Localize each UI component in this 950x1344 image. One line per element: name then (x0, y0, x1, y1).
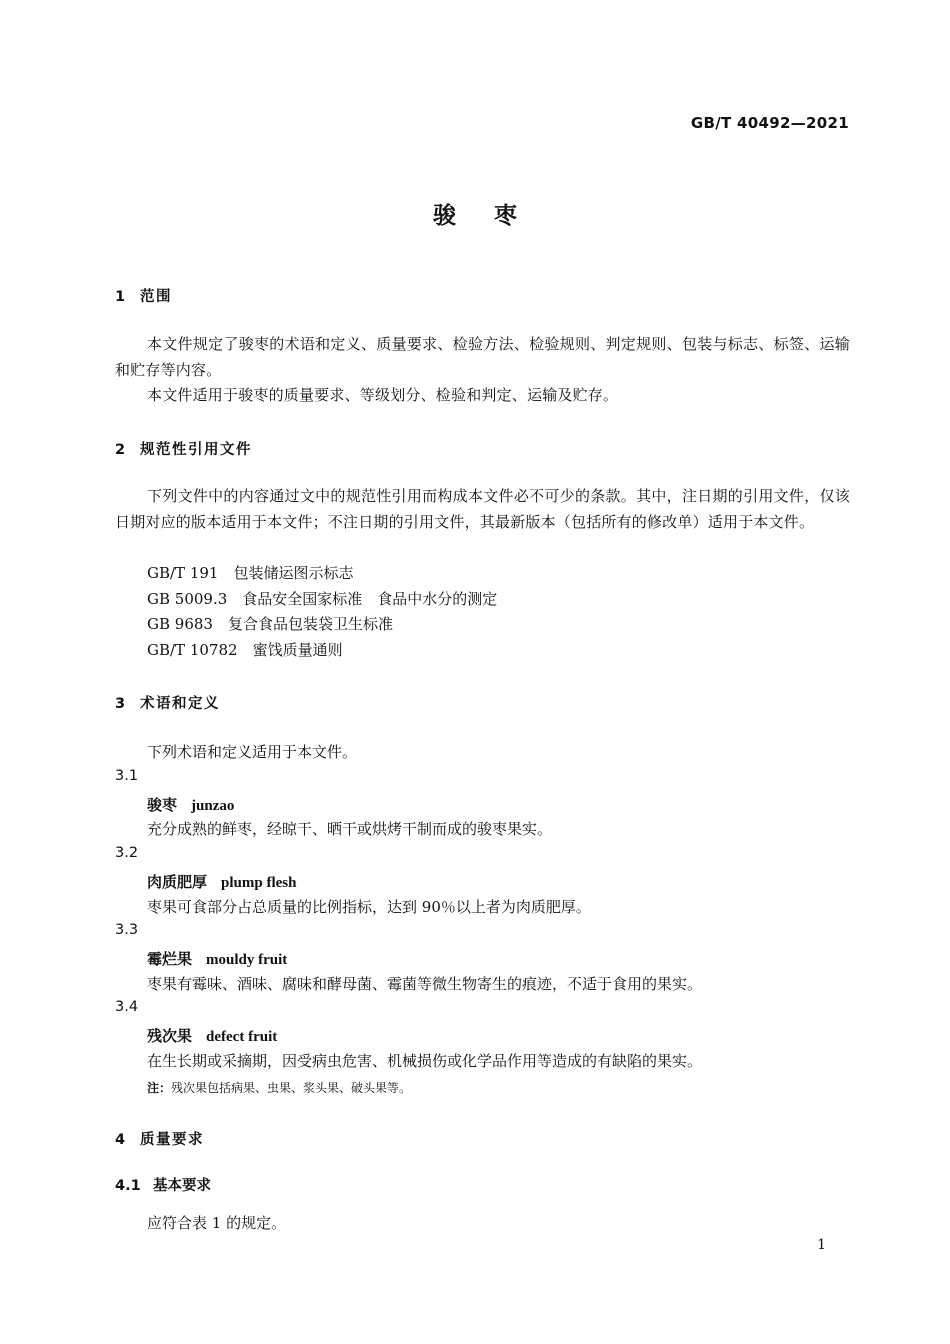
term-zh: 骏枣 (147, 796, 178, 814)
subsection-title: 基本要求 (153, 1178, 211, 1194)
term-en: plump flesh (221, 875, 297, 891)
reference-code: GB 5009.3 (147, 590, 228, 608)
term-zh: 霉烂果 (147, 950, 193, 968)
note-text: 残次果包括病果、虫果、浆头果、破头果等。 (171, 1081, 412, 1095)
standard-number: GB/T 40492—2021 (690, 114, 849, 132)
term-number: 3.3 (115, 922, 139, 938)
reference-title: 食品安全国家标准 (242, 590, 363, 608)
term-entry (147, 794, 234, 815)
subsection-4-1-heading (115, 1174, 211, 1195)
reference-item (147, 562, 353, 583)
term-number: 3.2 (115, 845, 139, 861)
reference-title: 蜜饯质量通则 (252, 641, 343, 659)
section-2-heading (115, 438, 252, 459)
reference-item (147, 588, 497, 609)
reference-title: 复合食品包装袋卫生标准 (227, 615, 393, 633)
section-number: 3 (115, 696, 126, 712)
term-en: junzao (191, 798, 235, 814)
term-definition: 在生长期或采摘期，因受病虫危害、机械损伤或化学品作用等造成的有缺陷的果实。 (147, 1052, 703, 1070)
term-note (147, 1079, 411, 1096)
section-number: 4 (115, 1132, 126, 1148)
section-title: 质量要求 (140, 1132, 204, 1148)
subsection-number: 4.1 (115, 1178, 141, 1194)
term-entry (147, 948, 287, 969)
reference-item (147, 613, 393, 634)
term-definition: 枣果有霉味、酒味、腐味和酵母菌、霉菌等微生物寄生的痕迹，不适于食用的果实。 (147, 975, 703, 993)
term-number: 3.1 (115, 768, 139, 784)
section-1-heading (115, 285, 172, 306)
reference-code: GB/T 10782 (147, 641, 238, 659)
section-3-heading (115, 692, 220, 713)
term-definition: 枣果可食部分占总质量的比例指标，达到 90％以上者为肉质肥厚。 (147, 898, 591, 916)
scope-paragraph-2: 本文件适用于骏枣的质量要求、等级划分、检验和判定、运输及贮存。 (147, 386, 619, 404)
term-zh: 肉质肥厚 (147, 873, 208, 891)
section-title: 术语和定义 (140, 696, 220, 712)
terms-intro: 下列术语和定义适用于本文件。 (147, 743, 358, 761)
note-label: 注： (147, 1081, 172, 1095)
term-definition: 充分成熟的鲜枣，经晾干、晒干或烘烤干制而成的骏枣果实。 (147, 820, 553, 838)
term-number: 3.4 (115, 999, 139, 1015)
reference-code: GB 9683 (147, 615, 213, 633)
document-title: 骏枣 (433, 203, 555, 229)
term-entry (147, 1025, 277, 1046)
term-zh: 残次果 (147, 1027, 193, 1045)
section-4-heading (115, 1128, 204, 1149)
section-number: 2 (115, 442, 126, 458)
section-number: 1 (115, 289, 126, 305)
reference-item (147, 639, 343, 660)
reference-title-2: 食品中水分的测定 (377, 590, 498, 608)
term-en: defect fruit (206, 1029, 278, 1045)
term-entry (147, 871, 296, 892)
reference-title: 包装储运图示标志 (233, 564, 354, 582)
term-en: mouldy fruit (206, 952, 288, 968)
section-title: 规范性引用文件 (140, 442, 252, 458)
reference-code: GB/T 191 (147, 564, 219, 582)
section-title: 范围 (140, 289, 172, 305)
references-intro: 下列文件中的内容通过文中的规范性引用而构成本文件必不可少的条款。其中，注日期的引用文件，仅该日期对应的版本适用于本文件；不注日期的引用文件，其最新版本（包括所有的修改单）适用于本文件。 (115, 487, 850, 531)
basic-requirement-text: 应符合表 1 的规定。 (147, 1214, 287, 1232)
page-number: 1 (817, 1237, 826, 1253)
scope-paragraph-1: 本文件规定了骏枣的术语和定义、质量要求、检验方法、检验规则、判定规则、包装与标志、标签、运输和贮存等内容。 (115, 335, 850, 379)
